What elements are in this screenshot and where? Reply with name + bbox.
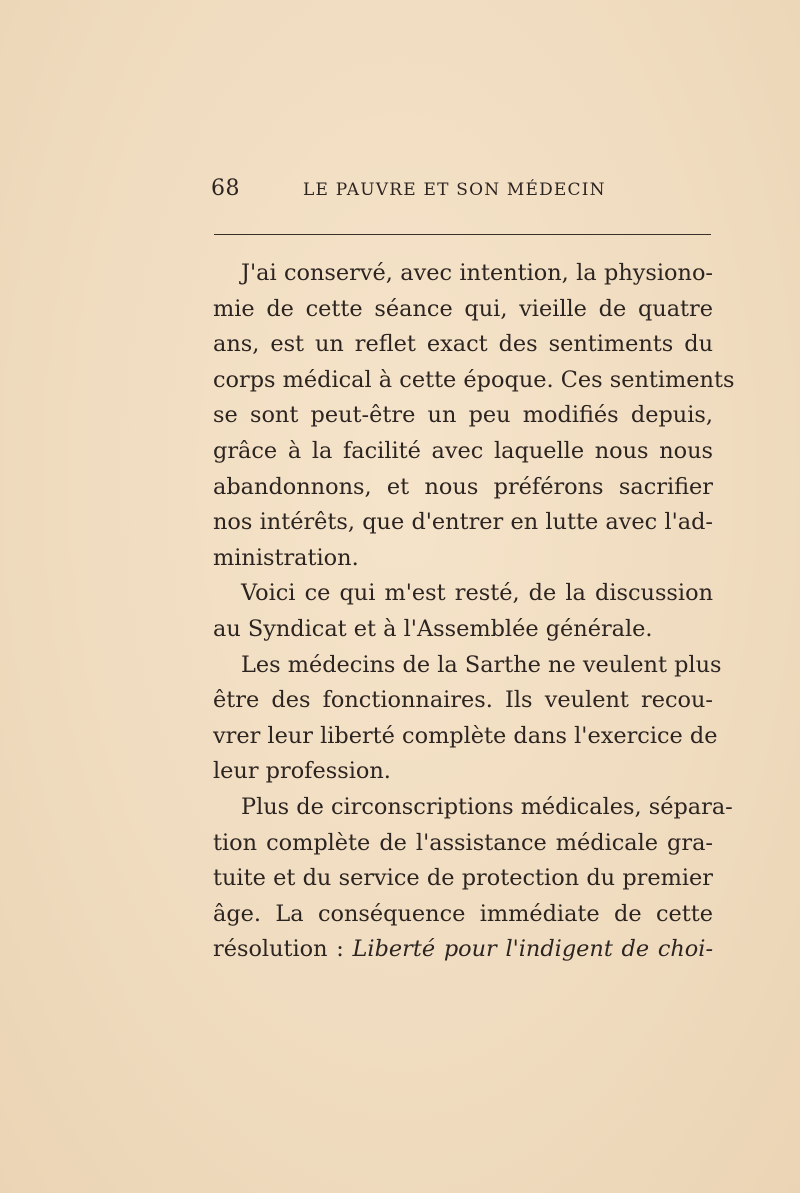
text-line-final — [213, 932, 713, 968]
text-line: Les médecins de la Sarthe ne veulent plus — [241, 651, 722, 678]
body-text — [213, 256, 735, 968]
text-line: ministration. — [213, 544, 359, 571]
page-number: 68 — [211, 176, 240, 201]
text-line: leur profession. — [213, 758, 391, 785]
text-line: Voici ce qui m'est resté, de la discussion — [241, 580, 713, 607]
text-line: J'ai conservé, avec intention, la physiono- — [241, 260, 713, 286]
text-line: abandonnons, et nous préférons sacrifier — [213, 473, 713, 500]
text-line: vrer leur liberté complète dans l'exercice de — [213, 722, 718, 749]
text-line: tuite et du service de protection du premier — [213, 865, 713, 892]
text-line-italic: Liberté pour l'indigent de choi- — [352, 936, 714, 963]
running-title: LE PAUVRE ET SON MÉDECIN — [303, 180, 606, 200]
text-line: tion complète de l'assistance médicale gra- — [213, 829, 713, 856]
text-line: âge. La conséquence immédiate de cette — [213, 900, 713, 927]
text-line: grâce à la facilité avec laquelle nous nous — [213, 437, 713, 464]
text-line: Plus de circonscriptions médicales, sépara- — [241, 793, 733, 820]
text-line-roman: résolution : — [213, 936, 344, 963]
text-line: ans, est un reflet exact des sentiments du — [213, 331, 713, 358]
header-rule — [214, 234, 711, 235]
text-line: au Syndicat et à l'Assemblée générale. — [213, 615, 653, 642]
text-line: corps médical à cette époque. Ces sentiments — [213, 366, 735, 393]
text-line: mie de cette séance qui, vieille de quatre — [213, 295, 713, 322]
text-line: se sont peut-être un peu modifiés depuis, — [213, 402, 713, 429]
page-header — [211, 176, 711, 206]
text-line: nos intérêts, que d'entrer en lutte avec l'ad- — [213, 509, 713, 536]
text-line: être des fonctionnaires. Ils veulent recou- — [213, 687, 713, 714]
